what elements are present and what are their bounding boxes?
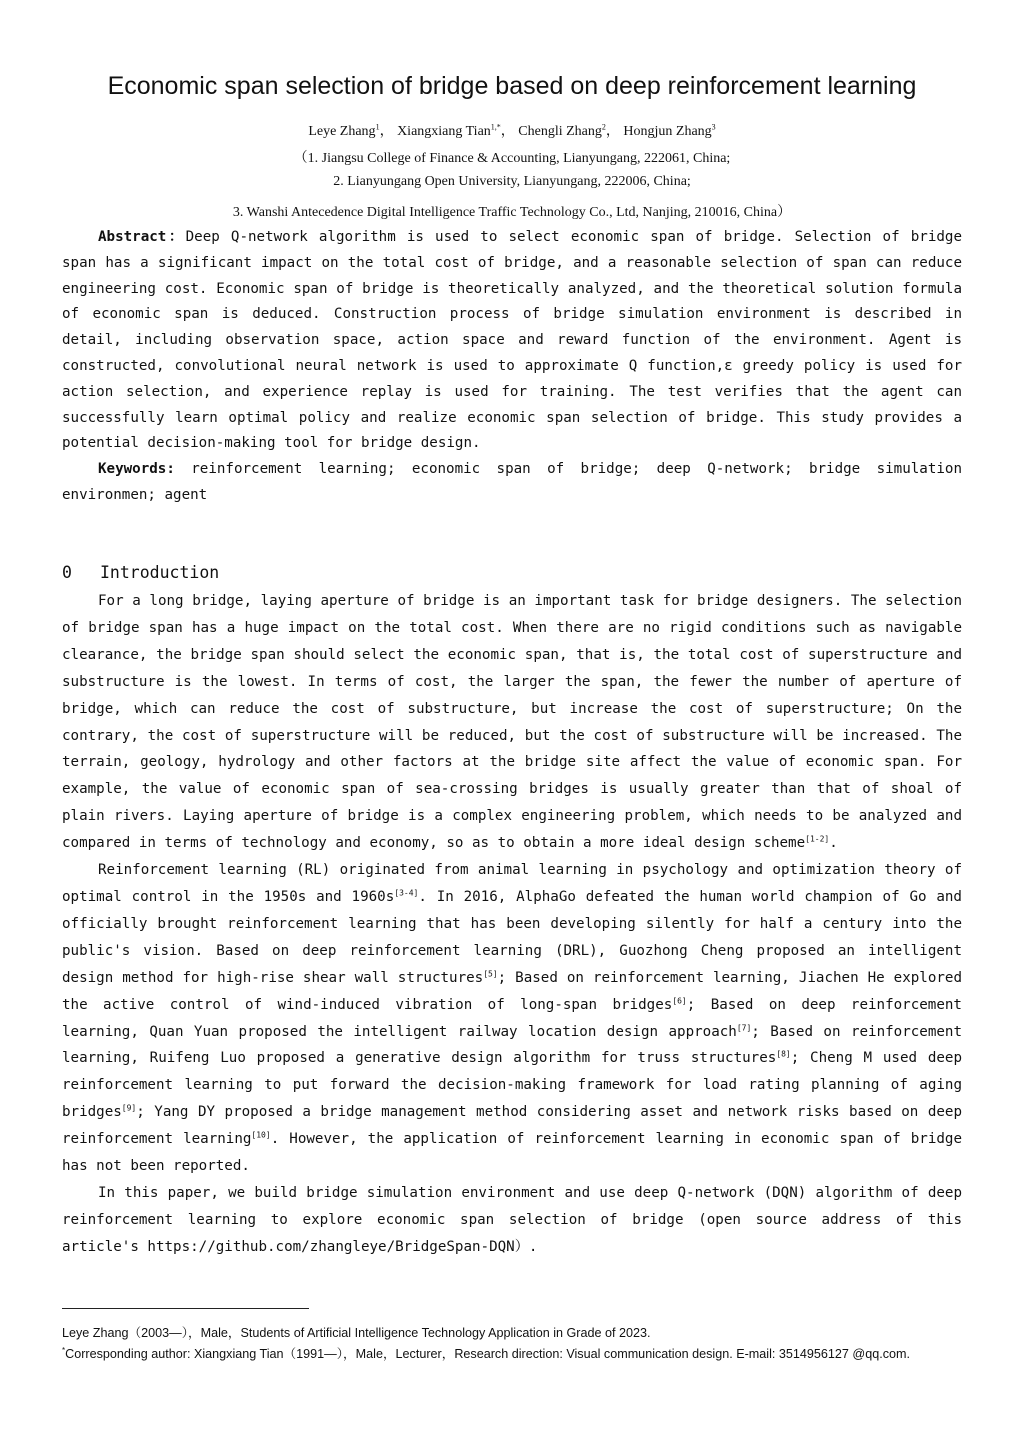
footnote-text: Corresponding author: Xiangxiang Tian（1991—），Male，Lecturer，Research direction: Visual communication design. E-mail: 3514956127 @qq.com. — [65, 1347, 911, 1361]
paragraph-text: ; Cheng M used deep reinforcement learning to put forward the decision-making framework for load rating planning of aging bridges — [62, 1050, 962, 1121]
citation: [7] — [736, 1022, 752, 1032]
affiliation-2: 2. Lianyungang Open University, Lianyungang, 222006, China; — [333, 174, 691, 189]
citation: [10] — [251, 1130, 271, 1140]
abstract-section — [62, 225, 962, 509]
keywords-text: reinforcement learning; economic span of bridge; deep Q-network; bridge simulation environmen; agent — [62, 461, 962, 503]
affiliation-1: （1. Jiangsu College of Finance & Accounting, Lianyungang, 222061, China; — [293, 151, 731, 166]
citation: [5] — [483, 968, 498, 978]
author-name: Xiangxiang Tian — [397, 124, 491, 139]
footnote-2 — [62, 1344, 962, 1365]
abstract-label: Abstract： — [98, 229, 186, 245]
affiliation-mark: 3 — [711, 122, 716, 132]
paragraph-text: . In 2016, AlphaGo defeated the human world champion of Go and officially brought reinforcement learning that has been developing silently for half a century into the public's vision. Based on deep reinforcement learning (DRL), Guozhong Cheng proposed an intelligent design method for high-rise shear wall structures — [62, 888, 962, 986]
paragraph-text: ; Based on deep reinforcement learning, Quan Yuan proposed the intelligent railway location design approach — [62, 996, 962, 1040]
intro-paragraph-1 — [62, 588, 962, 857]
author-name: Chengli Zhang — [518, 124, 602, 139]
footnote-divider — [62, 1308, 309, 1309]
paper-title: Economic span selection of bridge based on deep reinforcement learning — [107, 72, 917, 100]
author-name: Leye Zhang — [308, 124, 376, 139]
paragraph-text: ; Based on reinforcement learning, Ruifeng Luo proposed a generative design algorithm for truss structures — [62, 1023, 963, 1067]
section-number: 0 — [62, 563, 72, 582]
citation: [1-2] — [805, 834, 830, 844]
affiliation-mark: 1,* — [490, 122, 501, 132]
abstract-paragraph — [62, 225, 962, 457]
citation: [8] — [776, 1049, 791, 1059]
affiliation-3: 3. Wanshi Antecedence Digital Intelligence Traffic Technology Co., Ltd, Nanjing, 210016, China） — [232, 205, 792, 220]
section-title: Introduction — [100, 563, 220, 582]
author-line — [40, 120, 984, 140]
citation: [6] — [672, 995, 687, 1005]
author-separator: ， — [605, 124, 620, 139]
affiliation-mark: 1 — [375, 122, 380, 132]
affiliation-mark: 2 — [601, 122, 606, 132]
section-heading — [62, 563, 219, 582]
paragraph-text: For a long bridge, laying aperture of bridge is an important task for bridge designers. The selection of bridge span has a huge impact on the total cost. When there are no rigid conditions such as navigable clearance, the bridge span should select the economic span, that is, the total cost of superstructure and substructure is the lowest. In terms of cost, the larger the span, the fewer the number of aperture of bridge, which can reduce the cost of substructure, but increase the cost of superstructure; On the contrary, the cost of superstructure will be reduced, but the cost of substructure will be increased. The terrain, geology, hydrology and other factors at the bridge site affect the value of economic span. For example, the value of economic span of sea-crossing bridges is usually greater than that of shoal of plain rivers. Laying aperture of bridge is a complex engineering problem, which needs to be analyzed and compared in terms of technology and economy, so as to obtain a more ideal design scheme — [62, 593, 962, 852]
paragraph-text: ; Based on reinforcement learning, Jiachen He explored the active control of wind-induced vibration of long-span bridges — [62, 969, 962, 1013]
keywords-paragraph — [62, 457, 962, 509]
footnote-1: Leye Zhang（2003—），Male，Students of Artificial Intelligence Technology Application in Grade of 2023. — [62, 1326, 651, 1340]
paragraph-text: . — [829, 835, 838, 852]
citation: [9] — [121, 1103, 137, 1113]
author-separator: ， — [500, 124, 515, 139]
intro-paragraph-3: In this paper, we build bridge simulation environment and use deep Q-network (DQN) algorithm of deep reinforcement learning to explore economic span selection of bridge (open source address of this article's https://github.com/zhangleye/BridgeSpan-DQN）. — [62, 1184, 962, 1255]
intro-paragraph-2 — [62, 857, 962, 1180]
introduction-body — [62, 588, 962, 1261]
abstract-text: Deep Q-network algorithm is used to select economic span of bridge. Selection of bridge span has a significant impact on the total cost of bridge, and a reasonable selection of span can reduce engineering cost. Economic span of bridge is theoretically analyzed, and the theoretical solution formula of economic span is deduced. Construction process of bridge simulation environment is described in detail, including observation space, action space and reward function of the environment. Agent is constructed, convolutional neural network is used to approximate Q function,ε greedy policy is used for action selection, and experience replay is used for training. The test verifies that the agent can successfully learn optimal policy and realize economic span selection of bridge. This study provides a potential decision-making tool for bridge design. — [62, 229, 962, 452]
paragraph-text: . However, the application of reinforcement learning in economic span of bridge has not been reported. — [62, 1131, 962, 1175]
keywords-label: Keywords: — [98, 461, 175, 478]
paragraph-text: Reinforcement learning (RL) originated from animal learning in psychology and optimization theory of optimal control in the 1950s and 1960s — [62, 862, 962, 905]
author-separator: ， — [379, 124, 394, 139]
citation: [3-4] — [394, 888, 419, 898]
paragraph-text: ; Yang DY proposed a bridge management method considering asset and network risks based on deep reinforcement learning — [62, 1104, 962, 1148]
footnote-mark: * — [62, 1345, 66, 1355]
author-name: Hongjun Zhang — [623, 124, 712, 139]
